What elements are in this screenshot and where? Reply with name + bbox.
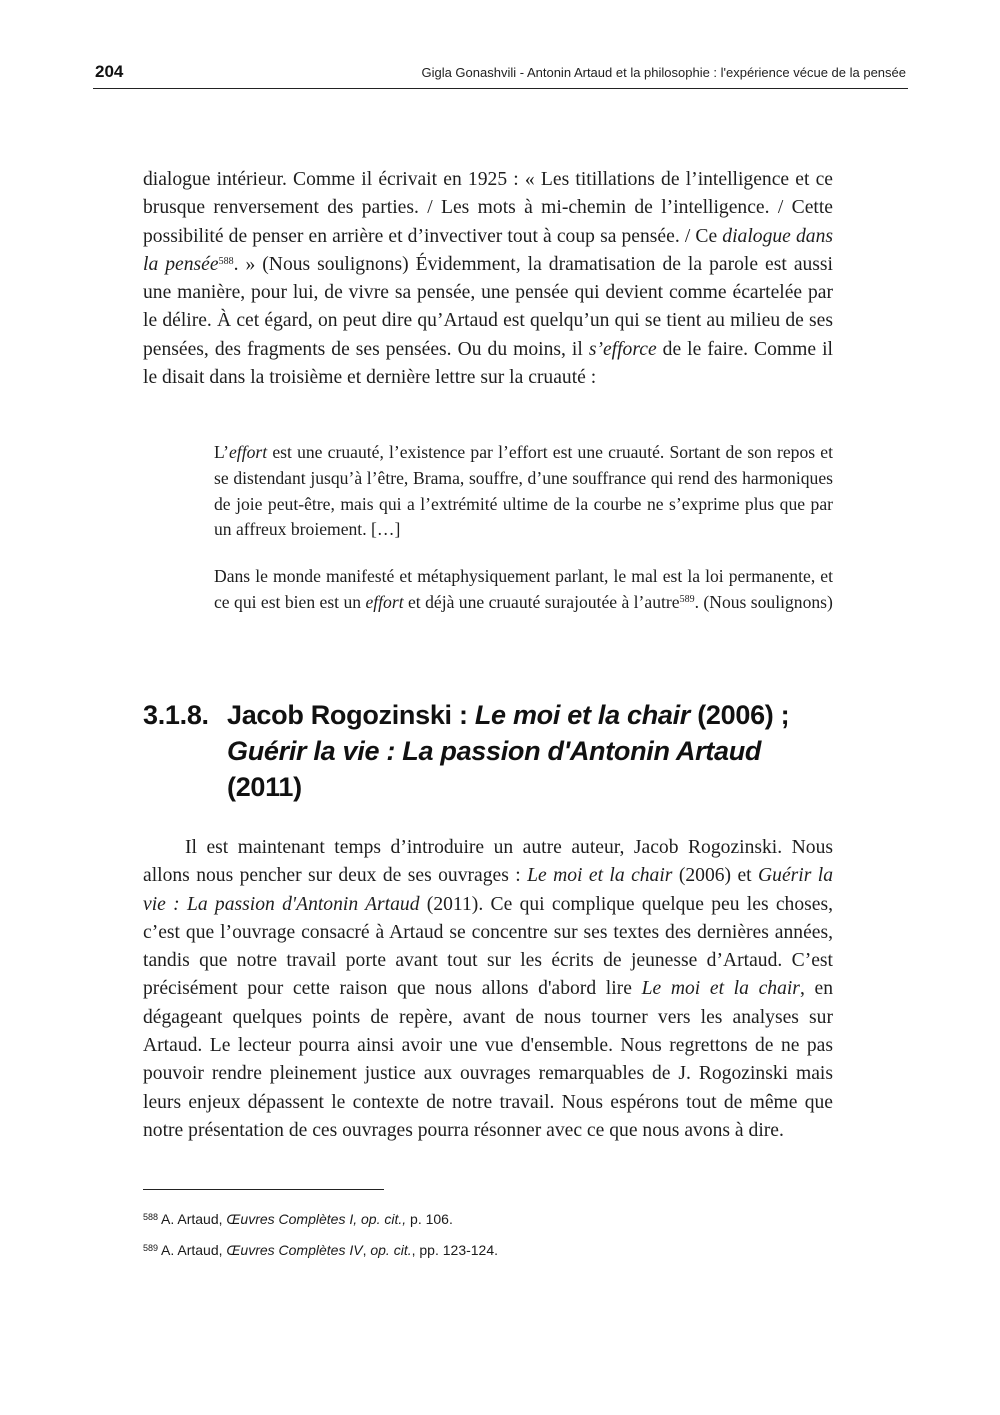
- footnote-ref-588[interactable]: 588: [218, 255, 234, 267]
- text-run: de le faire. Comme il le disait dans la troisième et dernière lettre sur la cruauté :: [143, 338, 833, 389]
- italic-run: Le moi et la chair: [641, 978, 800, 1000]
- text-run: , en dégageant quelques points de repère, avant de nous tourner vers les analyses sur Artaud. Le lecteur pourra ainsi avoir une vue d'ensemble. Nous regrettons de ne pas pouvoir rendre pleinement justice aux ouvrages remarquables de J. Rogozinski mais leurs enjeux dépassent le contexte de notre travail. Nous espérons tout de même que notre présentation de ces ouvrages pourra résonner avec ce que nous avons à dire.: [143, 978, 833, 1141]
- heading-line-2: [143, 733, 843, 769]
- heading-line-3: [143, 769, 843, 805]
- italic-run: dialogue dans la pensée: [143, 225, 834, 275]
- italic-run: Œuvres Complètes I, op. cit.,: [226, 1211, 407, 1227]
- text-run: A. Artaud,: [161, 1211, 227, 1227]
- heading-italic: Le moi et la chair: [474, 700, 691, 730]
- text-run: . (Nous soulignons): [694, 591, 833, 612]
- running-title: Gigla Gonashvili - Antonin Artaud et la philosophie : l'expérience vécue de la pensée: [421, 65, 906, 80]
- text-run: dialogue intérieur. Comme il écrivait en 1925 : « Les titillations de l’intelligence et ce brusque renversement des parties. / Les mots à mi-chemin de l’intelligence. / Cette possibilité de penser en arrière et d’invectiver tout à coup sa pensée. / Ce: [143, 169, 833, 247]
- text-run: et déjà une cruauté surajoutée à l’autre: [403, 591, 680, 612]
- italic-run: Œuvres Complètes IV: [226, 1242, 363, 1258]
- text-run: . » (Nous soulignons) Évidemment, la dramatisation de la parole est aussi une manière, pour lui, de vivre sa pensée, une pensée qui devient comme écartelée par le délire. À cet égard, on peut dire qu’Artaud est quelqu’un qui se tient au milieu de ses pensées, des fragments de ses pensées. Ou du moins, il: [143, 253, 834, 360]
- footnote-separator: [143, 1189, 384, 1190]
- italic-run: Guérir la vie : La passion d'Antonin Artaud: [143, 865, 834, 915]
- text-run: Dans le monde manifesté et métaphysiquement parlant, le mal est la loi permanente, et ce qui est bien est un: [214, 566, 833, 612]
- heading-text: (2006) ;: [690, 700, 790, 730]
- heading-text: (2011): [227, 772, 302, 802]
- text-run: (2006) et: [672, 865, 759, 887]
- footnote-589: [143, 1242, 498, 1258]
- italic-run: effort: [365, 591, 404, 612]
- italic-run: op. cit.: [370, 1242, 412, 1258]
- section-number: 3.1.8.: [143, 700, 209, 730]
- page-header: [93, 60, 908, 89]
- block-quote-1: [214, 440, 833, 543]
- text-run: A. Artaud,: [161, 1242, 227, 1258]
- block-quote-2: [214, 564, 833, 616]
- text-run: ,: [362, 1242, 371, 1258]
- body-paragraph-2: [143, 834, 833, 1145]
- section-heading: [143, 697, 843, 805]
- italic-run: Le moi et la chair: [527, 865, 673, 887]
- footnote-ref-589[interactable]: 589: [679, 593, 695, 605]
- heading-text: Jacob Rogozinski :: [227, 700, 475, 730]
- text-run: est une cruauté, l’existence par l’effort est une cruauté. Sortant de son repos et se distendant jusqu’à l’être, Brama, souffre, d’une souffrance qui rend des harmoniques de joie peut-être, mais qui a l’extrémité ultime de la courbe ne s’exprime plus que par un affreux broiement. […]: [214, 442, 833, 540]
- text-run: Il est maintenant temps d’introduire un autre auteur, Jacob Rogozinski. Nous allons nous pencher sur deux de ses ouvrages :: [143, 837, 833, 887]
- italic-run: effort: [229, 442, 268, 462]
- body-paragraph-1: [143, 166, 833, 392]
- footnote-number: 589: [143, 1243, 159, 1253]
- heading-line-1: [143, 697, 843, 733]
- text-run: p. 106.: [406, 1211, 453, 1227]
- text-run: L’: [214, 442, 229, 462]
- footnote-588: [143, 1211, 453, 1227]
- text-run: (2011). Ce qui complique quelque peu les choses, c’est que l’ouvrage consacré à Artaud se concentre sur ses textes des dernières années, tandis que notre travail porte avant tout sur les écrits de jeunesse d’Artaud. C’est précisément pour cette raison que nous allons d'abord lire: [143, 893, 833, 1000]
- italic-run: s’efforce: [588, 338, 657, 360]
- page-number: 204: [95, 62, 124, 81]
- heading-italic: Guérir la vie : La passion d'Antonin Artaud: [227, 736, 762, 766]
- footnote-number: 588: [143, 1212, 159, 1222]
- text-run: , pp. 123-124.: [411, 1242, 499, 1258]
